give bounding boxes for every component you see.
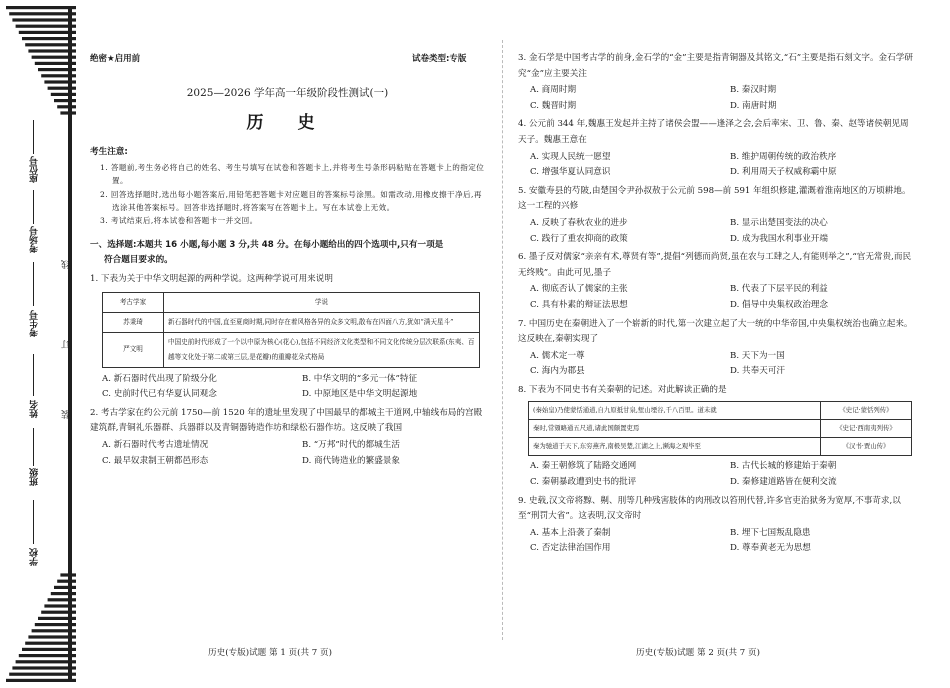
table-header: 学说 — [164, 292, 480, 312]
notice-item: 3. 考试结束后,将本试卷和答题卡一并交回。 — [100, 216, 258, 226]
options — [530, 349, 913, 380]
option: C. 否定法律治国作用 — [530, 543, 611, 554]
question-4 — [518, 117, 913, 180]
paper-type-label: 试卷类型:专版 — [412, 54, 467, 64]
option: B. 古代长城的修建始于秦朝 — [730, 461, 837, 472]
option: D. 倡导中央集权政治理念 — [730, 299, 828, 310]
section-heading-cont: 符合题目要求的。 — [104, 255, 173, 266]
options — [530, 150, 913, 181]
exam-room-line — [33, 190, 34, 224]
option: C. 具有朴素的辩证法思想 — [530, 299, 628, 310]
question-8 — [518, 383, 913, 491]
section-heading: 一、选择题:本题共 16 小题,每小题 3 分,共 48 分。在每小题给出的四个选项中,只有一项是 — [90, 239, 444, 250]
option: D. 尊奉黄老无为思想 — [730, 543, 811, 554]
option: C. 魏晋时期 — [530, 100, 577, 111]
page-divider — [502, 40, 503, 640]
right-page — [518, 48, 913, 558]
question-stem: 7. 中国历史在秦朝进入了一个崭新的时代,第一次建立起了大一统的中华帝国,中央集权统治也确立起来。这反映在,秦朝实现了 — [518, 318, 913, 345]
name-label: 姓名 — [30, 400, 40, 418]
question-stem: 5. 安徽寿县的芍陂,由楚国令尹孙叔敖于公元前 598—前 591 年组织修建,灌溉着淮南地区的万顷耕地。这一工程的兴修 — [518, 185, 911, 212]
notice-item: 2. 回答选择题时,选出每小题答案后,用铅笔把答题卡对应题目的答案标号涂黑。如需改动,用橡皮擦干净后,再选涂其他答案标号。回答非选择题时,将答案写在答题卡上。写在本试卷上无效。 — [100, 189, 482, 212]
options — [530, 282, 913, 313]
option: B. 显示出楚国变法的决心 — [730, 217, 828, 228]
binding-strip — [0, 0, 80, 688]
question-stem: 3. 金石学是中国考古学的前身,金石学的“金”主要是指青铜器及其铭文,“石”主要是指石刻文字。金石学研究“金”应主要关注 — [518, 53, 913, 79]
option: A. 实现人民统一愿望 — [530, 151, 611, 162]
table-cell: (秦始皇)乃使蒙恬通道,自九原抵甘泉,堑山堙谷,千八百里。道未就 — [529, 402, 821, 420]
option: B. “万邦”时代的都城生活 — [302, 439, 400, 450]
options — [102, 372, 485, 403]
option: B. 维护周朝传统的政治秩序 — [730, 151, 837, 162]
question-7 — [518, 317, 913, 380]
table-row — [529, 438, 912, 456]
footer-page-2: 历史(专版)试题 第 2 页(共 7 页) — [636, 648, 760, 658]
question-stem: 8. 下表为不同史书有关秦朝的记述。对此解读正确的是 — [518, 384, 727, 395]
footer-page-1: 历史(专版)试题 第 1 页(共 7 页) — [208, 648, 332, 658]
question-stem: 1. 下表为关于中华文明起源的两种学说。这两种学说可用来说明 — [90, 274, 333, 284]
table-row — [529, 420, 912, 438]
options — [102, 438, 485, 469]
table-cell: 严文明 — [103, 332, 164, 367]
question-9 — [518, 494, 913, 557]
class-label: 班级 — [30, 468, 40, 486]
exam-room-label: 考场号 — [30, 226, 40, 253]
option: A. 新石器时代考古遗址情况 — [102, 439, 209, 450]
option: D. 成为我国水利事业开端 — [730, 233, 828, 244]
table-row — [103, 312, 480, 332]
option: C. 海内为郡县 — [530, 366, 585, 377]
table-row — [529, 402, 912, 420]
table-row — [103, 332, 480, 367]
name-line — [33, 354, 34, 396]
options — [530, 459, 913, 490]
question-stem: 9. 史载,汉文帝将黥、劓、刖等几种残害肢体的肉刑改以笞刑代替,许多官吏治狱务为宽厚,不事苛求,以至“刑罚大省”。这表明,汉文帝时 — [518, 495, 901, 522]
option: C. 史前时代已有华夏认同观念 — [102, 389, 217, 400]
option: B. 埋下七国叛乱隐患 — [730, 527, 811, 538]
question-1 — [90, 272, 485, 403]
option: D. 中原地区是中华文明起源地 — [302, 389, 418, 400]
option: B. 代表了下层平民的利益 — [730, 284, 828, 295]
option: A. 秦王朝修筑了陆路交通网 — [530, 461, 637, 472]
table-header: 考古学家 — [103, 292, 164, 312]
cut-mark-pack: 装 — [62, 410, 72, 419]
option: B. 天下为一国 — [730, 350, 785, 361]
option: A. 儒术定一尊 — [530, 350, 585, 361]
option: A. 基本上沿袭了秦制 — [530, 527, 611, 538]
subject-title: 历 史 — [246, 112, 329, 133]
table-cell: 《汉书·贾山传》 — [821, 438, 912, 456]
option: B. 中华文明的“多元一体”特征 — [302, 373, 418, 384]
left-page — [90, 48, 485, 470]
question-5 — [518, 184, 913, 247]
question-stem: 4. 公元前 344 年,魏惠王发起并主持了诸侯会盟——逢泽之会,会后率宋、卫、鲁、秦、赵等诸侯朝见周天子。魏惠王意在 — [518, 119, 909, 145]
option: D. 商代铸造业的繁盛景象 — [302, 455, 400, 466]
class-line — [33, 428, 34, 466]
table-cell: 中国史前时代形成了一个以中原为核心(花心),包括不同经济文化类型和不同文化传统分层次联系(东夷、百越等文化处于第二或第三层,是花瓣)的重瓣花朵式格局 — [164, 332, 480, 367]
table-cell: 秦时,常頞略通五尺道,诸此国颇置吏焉 — [529, 420, 821, 438]
option: A. 反映了春秋农业的进步 — [530, 217, 628, 228]
school-line — [33, 500, 34, 544]
option: C. 最早奴隶制王朝都邑形态 — [102, 455, 209, 466]
history-books-table — [528, 401, 912, 456]
candidate-number-line — [33, 262, 34, 306]
option: C. 践行了重农抑商的政策 — [530, 233, 628, 244]
question-3 — [518, 51, 913, 114]
option: D. 秦修建道路皆在便利交流 — [730, 477, 837, 488]
exam-title: 2025—2026 学年高一年级阶段性测试(一) — [186, 87, 389, 99]
option: D. 共奉天可汗 — [730, 366, 786, 377]
table-cell: 秦为驰道于天下,东穷燕齐,南极吴楚,江湖之上,濒海之观毕至 — [529, 438, 821, 456]
notice-heading: 考生注意: — [90, 147, 128, 158]
school-label: 学校 — [30, 548, 40, 566]
cut-mark-line: 线 — [62, 260, 72, 269]
table-cell: 新石器时代的中国,直至夏商时期,同时存在着风格各异的众多文明,散布在四面八方,犹如“满天星斗” — [164, 312, 480, 332]
option: C. 秦朝暴政遭到史书的批评 — [530, 477, 637, 488]
table-cell: 《史记·西南夷列传》 — [821, 420, 912, 438]
seat-number-label: 座位号 — [30, 156, 40, 183]
option: A. 新石器时代出现了阶级分化 — [102, 373, 217, 384]
table-cell: 《史记·蒙恬列传》 — [821, 402, 912, 420]
option: D. 南唐时期 — [730, 100, 777, 111]
question-2 — [90, 406, 485, 469]
question-stem: 6. 墨子反对儒家“亲亲有术,尊贤有等”,提倡“列德而尚贤,虽在农与工肆之人,有能则举之”,“官无常贵,而民无终贱”。由此可见,墨子 — [518, 252, 912, 278]
options — [530, 83, 913, 114]
option: D. 利用周天子权威称霸中原 — [730, 167, 837, 178]
option: B. 秦汉时期 — [730, 85, 777, 96]
notice-item: 1. 答题前,考生务必将自己的姓名、考生号填写在试卷和答题卡上,并将考生号条形码粘贴在答题卡上的指定位置。 — [100, 162, 485, 186]
option: A. 彻底否认了儒家的主张 — [530, 284, 628, 295]
option: A. 商周时期 — [530, 85, 577, 96]
options — [530, 526, 913, 557]
option: C. 增强华夏认同意识 — [530, 167, 611, 178]
seat-number-line — [33, 120, 34, 154]
table-cell: 苏秉琦 — [103, 312, 164, 332]
candidate-number-label: 考生号 — [30, 310, 40, 337]
confidential-label: 绝密★启用前 — [90, 54, 141, 64]
question-stem: 2. 考古学家在约公元前 1750—前 1520 年的遗址里发现了中国最早的都城主干道网,中轴线布局的宫殿建筑群,青铜礼乐器群、兵器群以及青铜器铸造作坊和绿松石器作坊。这反映了我国 — [90, 407, 483, 434]
cut-mark-bind: 订 — [62, 340, 72, 349]
theory-table — [102, 292, 480, 368]
question-6 — [518, 250, 913, 313]
options — [530, 216, 913, 247]
